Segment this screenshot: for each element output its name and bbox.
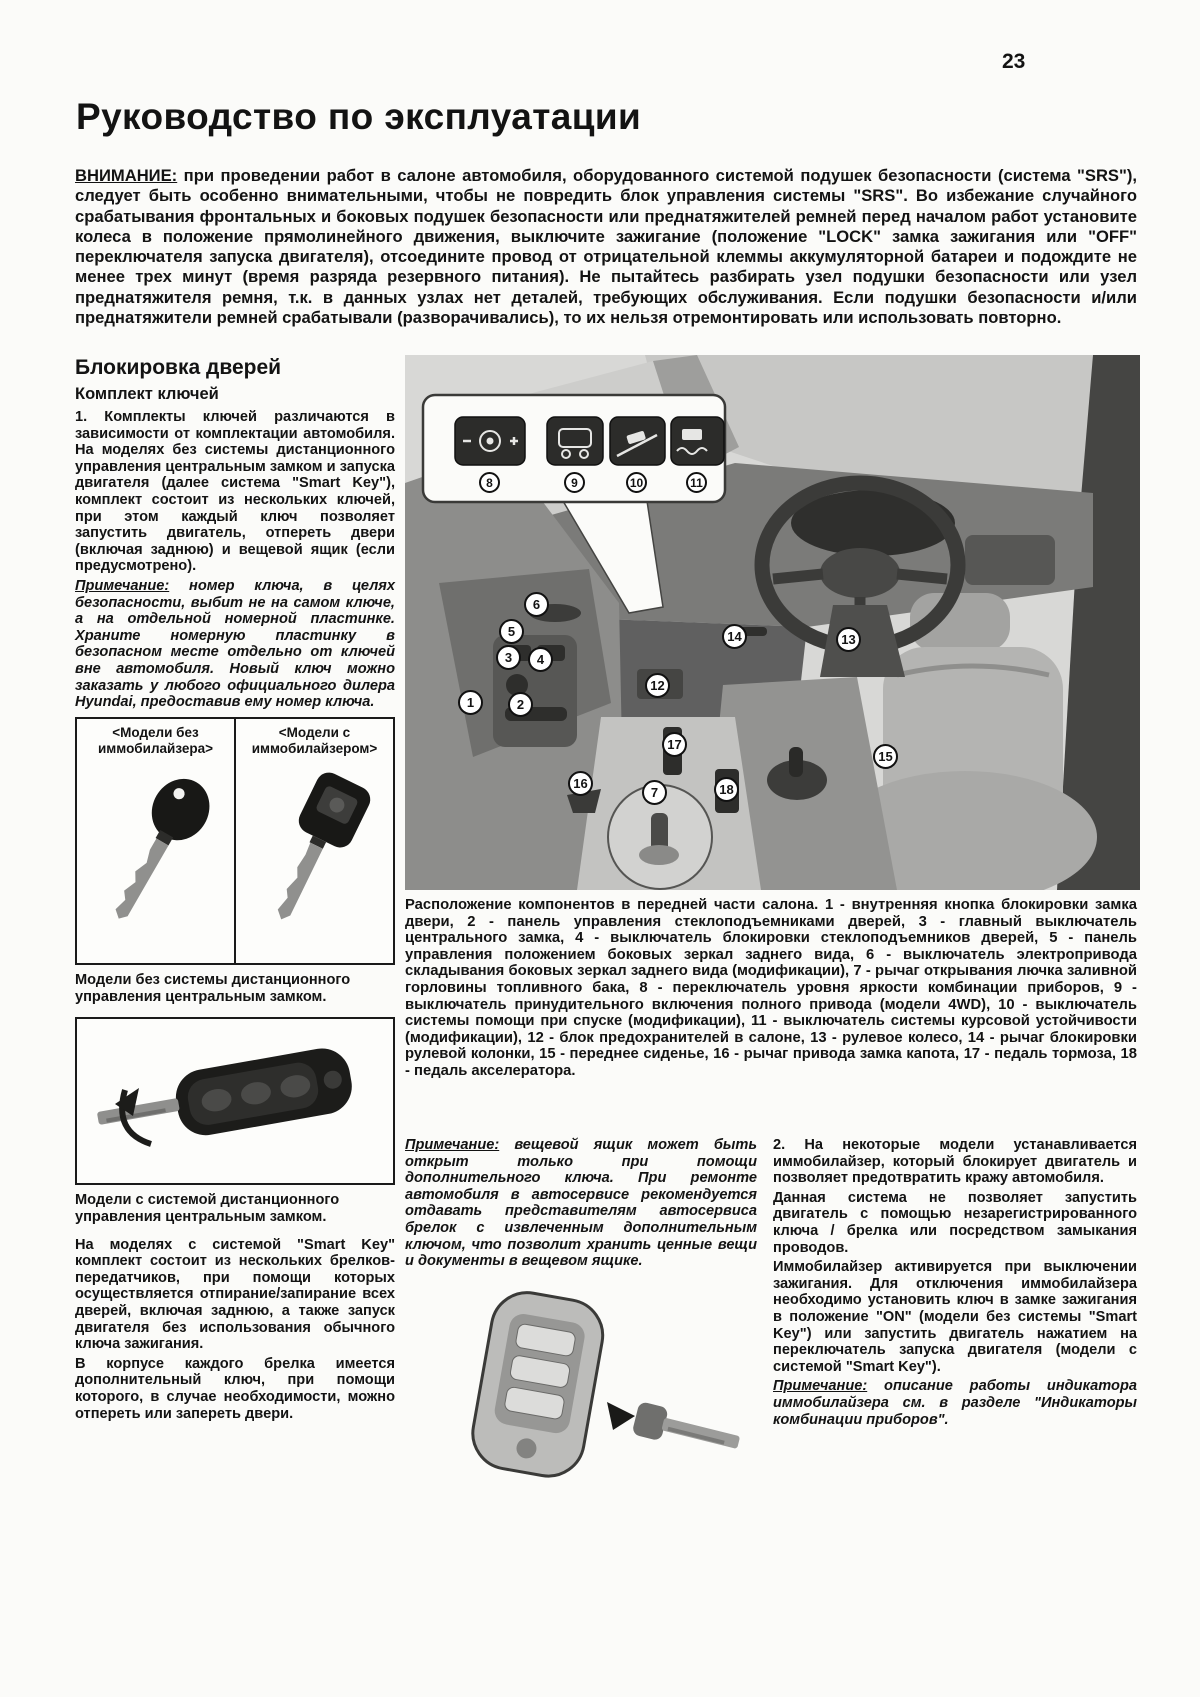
inset-callout-8: 8 [479, 472, 500, 493]
immobilizer-key-image [250, 757, 380, 952]
downhill-assist-switch-icon [610, 417, 665, 465]
inset-callout-11: 11 [686, 472, 707, 493]
spare-key-paragraph: В корпусе каждого брелка имеется дополнительный ключ, при помощи которого, в случае необходимости, можно отпереть или запереть двери. [75, 1355, 395, 1422]
immobilizer-note-text: описание работы индикатора иммобилайзера см. в разделе "Индикаторы комбинации приборов". [773, 1378, 1137, 1428]
callout-18: 18 [714, 777, 739, 802]
callout-16: 16 [568, 771, 593, 796]
4wd-lock-switch-icon [547, 417, 603, 465]
callout-5: 5 [499, 619, 524, 644]
middle-column [405, 1137, 757, 1504]
glovebox-note-label: Примечание: [405, 1137, 500, 1153]
inset-callout-10: 10 [626, 472, 647, 493]
key-set-paragraph: 1. Комплекты ключей различаются в зависимости от комплектации автомобиля. На моделях без системы дистанционного управления центральным замком и запуска двигателя (далее система "Smart Key"), комплект состоит из нескольких ключей, при этом каждый ключ позволяет запустить двигатель, отпереть двери (включая заднюю) и вещевой ящик (если предусмотрено). [75, 409, 395, 575]
callout-2: 2 [508, 692, 533, 717]
page-title: Руководство по эксплуатации [76, 96, 642, 137]
keys-figure [75, 717, 395, 965]
immobilizer-paragraph-2: Данная система не позволяет запустить двигатель с помощью незарегистрированного ключа / брелка или посредством замыкания проводов. [773, 1189, 1137, 1256]
smart-key-fob [467, 1287, 608, 1482]
note-text: номер ключа, в целях безопасности, выбит не на самом ключе, а на отдельной номерной пластинке. Храните номерную пластинку в безопасном месте отдельно от ключей вне автомобиля. Новый ключ можно заказать у любого официального дилера Hyundai, предоставив ему номер ключа. [75, 577, 395, 711]
release-arrow-icon [607, 1402, 635, 1430]
remote-key-figure [75, 1017, 395, 1185]
diagram-caption: Расположение компонентов в передней части салона. 1 - внутренняя кнопка блокировки замка двери, 2 - панель управления стеклоподъемниками дверей, 3 - главный выключатель центрального замка, 4 - выключатель блокировки стеклоподъемников дверей, 5 - панель управления положением боковых зеркал заднего вида, 6 - выключатель электропривода складывания боковых зеркал заднего вида (модификации), 7 - рычаг открывания лючка заливной горловины топливного бака, 8 - переключатель уровня яркости комбинации приборов, 9 - выключатель принудительного включения полного привода (модели 4WD), 10 - выключатель системы помощи при спуске (модификации), 11 - выключатель системы курсовой устойчивости (модификации), 12 - блок предохранителей в салоне, 13 - рулевое колесо, 14 - рычаг блокировки рулевой колонки, 15 - переднее сиденье, 16 - рычаг привода замка капота, 17 - педаль тормоза, 18 - педаль акселератора. [405, 897, 1137, 1079]
warning-label: ВНИМАНИЕ: [75, 166, 178, 185]
inset-callout-9: 9 [564, 472, 585, 493]
emergency-key-blade [632, 1401, 743, 1460]
figure-caption-basic-keys: Модели без системы дистанционного управления центральным замком. [75, 971, 351, 1005]
glovebox-note-text: вещевой ящик может быть открыт только при помощи дополнительного ключа. При ремонте автомобиля в автосервисе рекомендуется отдавать представителям автосервиса брелок с извлеченным дополнительным ключом, что позволит хранить ценные вещи и документы в вещевом ящике. [405, 1137, 757, 1270]
key-with-immobilizer-label: <Модели с иммобилайзером> [251, 724, 378, 756]
key-with-immobilizer-panel [234, 719, 393, 963]
immobilizer-paragraph-1: 2. На некоторые модели устанавливается иммобилайзер, который блокирует двигатель и позволяет предотвратить кражу автомобиля. [773, 1137, 1137, 1187]
subsection-title: Комплект ключей [75, 385, 219, 403]
smart-key-image [411, 1284, 751, 1499]
left-column [75, 356, 395, 1425]
page-number: 23 [1002, 50, 1026, 73]
section-title: Блокировка дверей [75, 356, 282, 379]
glovebox-note [405, 1137, 757, 1270]
callout-4: 4 [528, 647, 553, 672]
brightness-switch-icon [455, 417, 525, 465]
callout-15: 15 [873, 744, 898, 769]
immobilizer-paragraph-3: Иммобилайзер активируется при выключении зажигания. Для отключения иммобилайзера необходимо установить ключ в замке зажигания в положение "ON" (модели без системы "Smart Key") или запустить двигатель нажатием на переключатель запуска двигателя (модели с системой "Smart Key"). [773, 1259, 1137, 1375]
right-column [773, 1137, 1137, 1434]
key-no-immobilizer-panel [77, 719, 234, 963]
figure-caption-remote-key: Модели с системой дистанционного управления центральным замком. [75, 1191, 340, 1225]
smart-key-paragraph: На моделях с системой "Smart Key" комплект состоит из нескольких брелков-передатчиков, при помощи которых осуществляется отпирание/запирание всех дверей, включая заднюю, а также запуск двигателя без использования обычного ключа зажигания. [75, 1236, 395, 1353]
smart-key-figure [405, 1284, 757, 1504]
key-no-immobilizer-label: <Модели без иммобилайзера> [97, 724, 214, 756]
warning-paragraph [75, 166, 1137, 328]
callout-12: 12 [645, 673, 670, 698]
basic-key-image [91, 757, 221, 952]
callout-1: 1 [458, 690, 483, 715]
warning-text: при проведении работ в салоне автомобиля, оборудованного системой подушек безопасности (система "SRS"), следует быть особенно внимательными, чтобы не повредить блок управления системы "SRS". Во избежание случайного срабатывания фронтальных и боковых подушек безопасности или преднатяжителей ремней перед началом работ установите колеса в положение прямолинейного движения, выключите зажигание (положение "LOCK" замка зажигания или "OFF" переключателя запуска двигателя), отсоедините провод от отрицательной клеммы аккумуляторной батареи и подождите не менее трех минут (время разряда резервного питания). Не пытайтесь разбирать узел подушки безопасности или узел преднатяжителя ремня, т.к. в данных узлах нет деталей, требующих обслуживания. Если подушки безопасности и/или преднатяжители ремней срабатывали (разворачивались), то их нельзя отремонтировать или использовать повторно. [75, 166, 1137, 328]
callout-7: 7 [642, 780, 667, 805]
callout-17: 17 [662, 732, 687, 757]
callout-6: 6 [524, 592, 549, 617]
callout-13: 13 [836, 627, 861, 652]
note-label: Примечание: [75, 577, 170, 594]
callout-14: 14 [722, 624, 747, 649]
immobilizer-note-label: Примечание: [773, 1378, 868, 1395]
interior-diagram [405, 355, 1140, 890]
esp-off-switch-icon [671, 417, 724, 465]
callout-3: 3 [496, 645, 521, 670]
immobilizer-note [773, 1378, 1137, 1428]
key-number-note [75, 578, 395, 711]
remote-flip-key-image [85, 1026, 385, 1176]
